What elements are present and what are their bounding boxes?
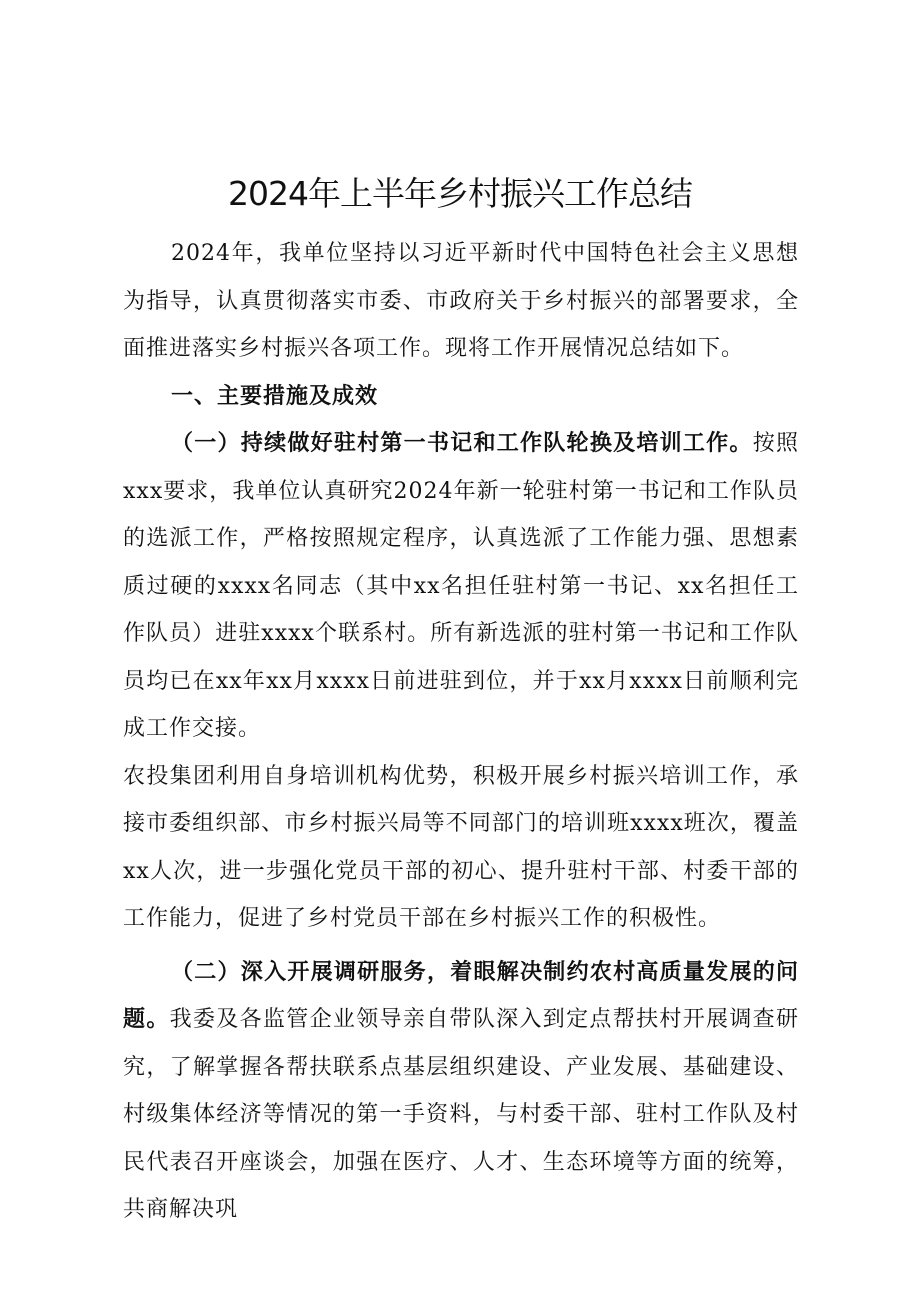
document-body bbox=[123, 230, 799, 1234]
page-title: 2024年上半年乡村振兴工作总结 bbox=[228, 174, 692, 213]
subsection-2-heading: （二）深入开展调研服务，着眼解决制约农村高质量发展的问题。 bbox=[123, 958, 799, 1032]
intro-paragraph: 2024年，我单位坚持以习近平新时代中国特色社会主义思想为指导，认真贯彻落实市委、市政府关于乡村振兴的部署要求，全面推进落实乡村振兴各项工作。现将工作开展情况总结如下。 bbox=[123, 241, 799, 361]
section-heading-main-measures: 一、主要措施及成效 bbox=[171, 382, 379, 409]
subsection-1-paragraph bbox=[123, 420, 799, 753]
subsection-1-heading: （一）持续做好驻村第一书记和工作队轮换及培训工作。 bbox=[171, 430, 753, 456]
subsection-2-paragraph bbox=[123, 949, 799, 1234]
training-paragraph: 农投集团利用自身培训机构优势，积极开展乡村振兴培训工作，承接市委组织部、市乡村振兴局等不同部门的培训班xxxx班次，覆盖xx人次，进一步强化党员干部的初心、提升驻村干部、村委干部的工作能力，促进了乡村党员干部在乡村振兴工作的积极性。 bbox=[123, 763, 799, 931]
subsection-1-text: 按照xxx要求，我单位认真研究2024年新一轮驻村第一书记和工作队员的选派工作，严格按照规定程序，认真选派了工作能力强、思想素质过硬的xxxx名同志（其中xx名担任驻村第一书记、xx名担任工作队员）进驻xxxx个联系村。所有新选派的驻村第一书记和工作队员均已在xx年xx月xxxx日前进驻到位，并于xx月xxxx日前顺利完成工作交接。 bbox=[123, 431, 799, 741]
subsection-2-text: 我委及各监管企业领导亲自带队深入到定点帮扶村开展调查研究，了解掌握各帮扶联系点基层组织建设、产业发展、基础建设、村级集体经济等情况的第一手资料，与村委干部、驻村工作队及村民代表召开座谈会，加强在医疗、人才、生态环境等方面的统筹，共商解决巩 bbox=[123, 1007, 799, 1222]
